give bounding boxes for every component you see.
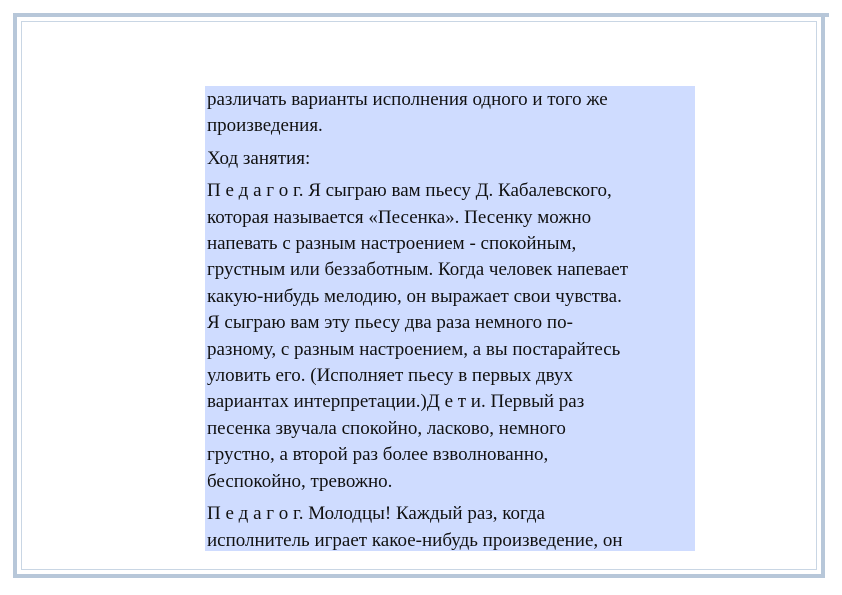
highlighted-text-block: [205, 86, 695, 551]
paragraph-teacher-praise: П е д а г о г. Молодцы! Каждый раз, когда исполнитель играет какое-нибудь произведение, он: [207, 503, 623, 551]
paragraph-teacher-dialogue: П е д а г о г. Я сыграю вам пьесу Д. Кабалевского, которая называется «Песенка». Песенку можно напевать с разным настроением - спокойным, грустным или беззаботным. Когда человек напевает какую-нибудь мелодию, он выражает свои чувства. Я сыграю вам эту пьесу два раза немного по- разному, с разным настроением, а вы постарайтесь уловить его. (Исполняет пьесу в первых двух вариантах интерпретации.)Д е т и. Первый раз песенка звучала спокойно, ласково, немного грустно, а второй раз более взволнованно, беспокойно, тревожно.: [207, 180, 628, 492]
paragraph-objective: различать варианты исполнения одного и того же произведения.: [207, 89, 608, 137]
paragraph-lesson-heading: Ход занятия:: [207, 147, 311, 169]
frame-corner-mark: [825, 13, 829, 17]
